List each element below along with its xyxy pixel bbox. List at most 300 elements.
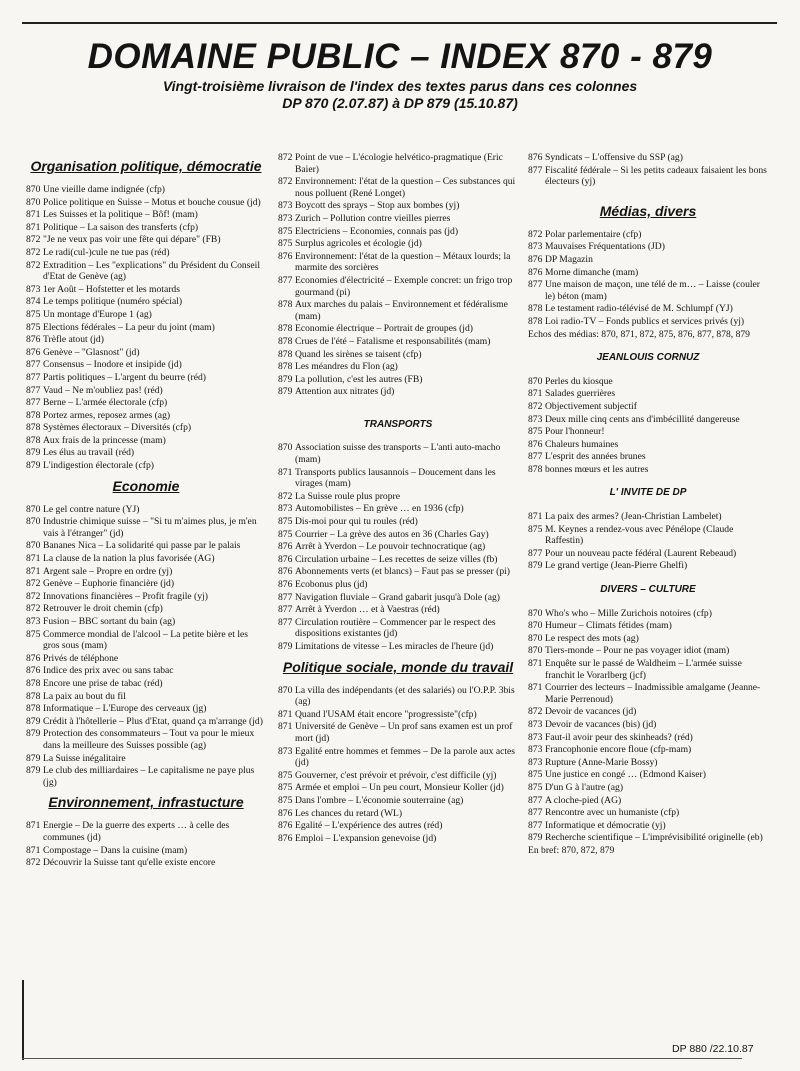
index-entry: [278, 516, 518, 528]
article-title: Energie – De la guerre des experts … à celle des communes (jd): [43, 820, 230, 843]
article-title: Quand les sirènes se taisent (cfp): [295, 348, 422, 360]
index-entry: [26, 247, 266, 259]
index-entry: [26, 296, 266, 308]
index-entry: [528, 548, 768, 560]
index-entry: [528, 633, 768, 645]
section-heading: JEANLOUIS CORNUZ: [596, 352, 700, 364]
issue-number: 878: [528, 315, 543, 327]
index-entry: [26, 397, 266, 409]
index-entry: [278, 746, 518, 769]
index-entry: [528, 267, 768, 279]
issue-number: 870: [26, 540, 41, 552]
issue-number: 872: [528, 228, 543, 240]
issue-number: 879: [278, 640, 293, 652]
issue-number: 871: [26, 221, 41, 233]
index-entry: [528, 439, 768, 451]
article-title: Trèfle atout (jd): [43, 334, 104, 346]
index-entry: [528, 608, 768, 620]
index-entry: [278, 349, 518, 361]
index-entry: [278, 782, 518, 794]
issue-number: 879: [26, 715, 41, 727]
index-entry: [278, 442, 518, 465]
index-entry: [528, 807, 768, 819]
index-entry: [278, 554, 518, 566]
issue-number: 877: [528, 547, 543, 559]
issue-number: 877: [528, 164, 543, 176]
index-entry: [278, 176, 518, 199]
article-title: M. Keynes a rendez-vous avec Pénélope (Claude Raffestin): [545, 523, 734, 547]
article-title: Université de Genève – Un prof sans examen est un prof mort (jd): [295, 721, 513, 744]
issue-number: 879: [26, 728, 41, 740]
issue-number: 878: [528, 463, 543, 475]
index-entry: [278, 579, 518, 591]
section-heading: L' INVITE DE DP: [609, 487, 687, 499]
index-entry: [278, 820, 518, 832]
issue-footer: DP 880 /22.10.87: [672, 1043, 754, 1055]
article-title: Limitations de vitesse – Les miracles de l'heure (jd): [295, 640, 494, 652]
index-entry: [26, 653, 266, 665]
index-entry: [26, 222, 266, 234]
page-title: DOMAINE PUBLIC – INDEX 870 - 879: [87, 37, 713, 76]
index-entry: [26, 234, 266, 246]
article-title: Attention aux nitrates (jd): [295, 386, 395, 398]
article-title: Economie électrique – Portrait de groupes (jd): [295, 323, 473, 335]
article-title: Crédit à l'hôtellerie – Plus d'Etat, quand ça m'arrange (jd): [43, 715, 263, 727]
article-title: Le radi(cul-)cule ne tue pas (réd): [43, 246, 170, 258]
index-entry: [528, 426, 768, 438]
index-entry: [26, 385, 266, 397]
article-title: Genève – "Glasnost" (jd): [43, 346, 140, 358]
issue-number: 876: [278, 579, 293, 590]
index-entry: [26, 260, 266, 283]
article-title: Crues de l'été – Fatalisme et responsabilités (mam): [295, 335, 491, 347]
index-entry: [278, 685, 518, 708]
index-entry: [278, 503, 518, 515]
article-title: Informatique et démocratie (yj): [545, 819, 666, 831]
index-entry: [26, 516, 266, 539]
issue-number: 875: [278, 528, 293, 540]
index-entry: [528, 795, 768, 807]
index-entry: [26, 553, 266, 565]
issue-number: 875: [278, 769, 293, 781]
article-title: A cloche-pied (AG): [545, 794, 622, 806]
article-title: Bananes Nica – La solidarité qui passe par le palais: [43, 540, 241, 552]
index-entry: [278, 833, 518, 845]
index-entry: [26, 422, 266, 434]
article-title: Une vieille dame indignée (cfp): [43, 184, 166, 195]
article-title: Zurich – Pollution contre vieilles pierres: [295, 212, 451, 224]
article-title: Aux frais de la princesse (mam): [43, 434, 166, 446]
index-entry: [26, 845, 266, 857]
article-title: Un montage d'Europe 1 (ag): [43, 308, 152, 320]
issue-number: 876: [278, 832, 293, 844]
article-title: Consensus – Inodore et insipide (jd): [43, 359, 182, 371]
article-title: Syndicats – L'offensive du SSP (ag): [545, 152, 683, 163]
article-title: Retrouver le droit chemin (cfp): [43, 603, 163, 615]
index-entry: [528, 254, 768, 266]
index-entry: [278, 617, 518, 640]
issue-number: 872: [26, 590, 41, 602]
issue-number: 872: [26, 603, 41, 615]
issue-number: 877: [278, 591, 293, 603]
article-title: Découvrir la Suisse tant qu'elle existe encore: [43, 857, 216, 869]
index-entry: [528, 658, 768, 681]
issue-number: 877: [26, 371, 41, 383]
article-title: Faut-il avoir peur des skinheads? (réd): [545, 731, 693, 743]
section-heading: Organisation politique, démocratie: [30, 158, 262, 174]
issue-number: 873: [528, 241, 543, 253]
issue-number: 873: [278, 745, 293, 757]
index-entry: [528, 757, 768, 769]
issue-number: 877: [26, 397, 41, 409]
issue-number: 873: [528, 744, 543, 756]
article-title: Une maison de maçon, une télé de m… – Laisse (couler le) béton (mam): [545, 279, 760, 302]
page-header: [0, 36, 800, 112]
article-title: Le temps politique (numéro spécial): [43, 296, 183, 308]
issue-number: 870: [528, 620, 543, 632]
issue-number: 875: [278, 794, 293, 806]
article-title: La Suisse roule plus propre: [295, 490, 400, 502]
issue-number: 876: [278, 250, 293, 262]
index-entry: [26, 616, 266, 628]
index-entry: [278, 541, 518, 553]
index-entry: [26, 566, 266, 578]
article-title: Perles du kiosque: [545, 375, 613, 387]
issue-number: 871: [278, 708, 293, 720]
issue-number: 877: [528, 794, 543, 806]
index-entry: [26, 716, 266, 728]
article-title: D'un G à l'autre (ag): [545, 781, 624, 793]
article-title: Encore une prise de tabac (réd): [43, 677, 163, 689]
issue-number: 871: [26, 209, 41, 221]
issue-number: 871: [528, 388, 543, 400]
index-entry: [26, 753, 266, 765]
index-entry: [26, 347, 266, 359]
article-title: Association suisse des transports – L'anti auto-macho (mam): [295, 442, 501, 466]
issue-number: 873: [528, 756, 543, 768]
article-title: Abonnements verts (et blancs) – Faut pas se presser (pi): [295, 566, 511, 578]
article-title: Egalité – L'expérience des autres (réd): [295, 820, 443, 832]
index-entry: [528, 414, 768, 426]
issue-number: 877: [528, 819, 543, 831]
issue-number: 871: [528, 658, 543, 669]
index-entry: [528, 165, 768, 188]
index-entry: [26, 603, 266, 615]
article-title: Arrêt à Yverdon – Le pouvoir technocratique (ag): [295, 541, 486, 553]
index-entry: [278, 275, 518, 298]
article-title: Boycott des sprays – Stop aux bombes (yj): [295, 200, 460, 212]
issue-number: 873: [528, 413, 543, 425]
article-title: Who's who – Mille Zurichois notoires (cfp): [545, 607, 712, 619]
index-entry: [278, 529, 518, 541]
issue-number: 876: [26, 652, 41, 664]
issue-number: 879: [278, 373, 293, 385]
issue-number: 875: [26, 628, 41, 640]
issue-number: 879: [26, 447, 41, 459]
article-title: Partis politiques – L'argent du beurre (réd): [43, 371, 206, 383]
article-title: Une justice en congé … (Edmond Kaiser): [545, 769, 706, 781]
article-title: La clause de la nation la plus favorisée (AG): [43, 553, 215, 565]
index-entry: [26, 334, 266, 346]
article-title: Loi radio-TV – Fonds publics et services privés (yj): [545, 315, 745, 327]
index-entry: [26, 447, 266, 459]
index-entry: [26, 629, 266, 652]
article-title: Rencontre avec un humaniste (cfp): [545, 807, 680, 819]
index-note: En bref: 870, 872, 879: [528, 844, 615, 856]
article-title: Pour l'honneur!: [545, 426, 605, 438]
index-entry: [26, 665, 266, 677]
index-entry: [26, 540, 266, 552]
index-entry: [26, 728, 266, 751]
index-entry: [528, 388, 768, 400]
index-entry: [528, 464, 768, 476]
column-3: [528, 152, 768, 858]
article-title: Les Suisses et la politique – Bôf! (mam): [43, 209, 198, 221]
issue-number: 875: [528, 781, 543, 793]
index-entry: [278, 386, 518, 398]
section-heading: Environnement, infrastucture: [48, 794, 244, 811]
issue-number: 872: [26, 857, 41, 869]
article-title: Armée et emploi – Un peu court, Monsieur Koller (jd): [295, 782, 504, 794]
article-title: Devoir de vacances (bis) (jd): [545, 718, 657, 730]
index-entry: [26, 184, 266, 196]
article-title: Navigation fluviale – Grand gabarit jusqu'à Dole (ag): [295, 591, 500, 603]
issue-number: 872: [278, 490, 293, 502]
article-title: Les élus au travail (réd): [43, 447, 135, 459]
index-entry: [278, 238, 518, 250]
issue-number: 879: [278, 386, 293, 398]
article-title: Environnement: l'état de la question – Ces substances qui nous polluent (René Longet): [295, 176, 516, 199]
article-title: Deux mille cinq cents ans d'imbécillité dangereuse: [545, 413, 740, 425]
issue-number: 878: [26, 422, 41, 434]
article-title: Morne dimanche (mam): [545, 266, 639, 278]
article-title: La pollution, c'est les autres (FB): [295, 373, 423, 385]
article-title: Courrier des lecteurs – Inadmissible amalgame (Jeanne-Marie Perrenoud): [545, 682, 761, 705]
article-title: Quand l'USAM était encore "progressiste"(cfp): [295, 708, 477, 720]
article-title: Environnement: l'état de la question – Métaux lourds; la marmite des sorcières: [295, 250, 511, 274]
issue-number: 871: [278, 721, 293, 733]
index-entry: [528, 645, 768, 657]
index-entry: [26, 820, 266, 843]
issue-number: 871: [26, 553, 41, 565]
index-entry: [278, 770, 518, 782]
issue-number: 872: [278, 152, 293, 163]
issue-number: 878: [278, 323, 293, 335]
index-entry: [278, 795, 518, 807]
index-entry: [278, 213, 518, 225]
index-entry: [278, 323, 518, 335]
index-entry: [26, 359, 266, 371]
article-title: DP Magazin: [545, 253, 593, 265]
index-entry: [528, 152, 768, 164]
index-entry: [26, 703, 266, 715]
issue-number: 870: [26, 516, 41, 528]
article-title: Le testament radio-télévisé de M. Schlumpf (YJ): [545, 303, 733, 315]
index-entry: [278, 226, 518, 238]
issue-number: 870: [26, 196, 41, 208]
index-entry: [278, 709, 518, 721]
index-entry: [26, 309, 266, 321]
issue-number: 879: [528, 560, 543, 572]
index-entry: [278, 200, 518, 212]
issue-number: 878: [26, 703, 41, 715]
article-title: Transports publics lausannois – Doucement dans les virages (mam): [295, 466, 496, 490]
issue-number: 871: [528, 682, 543, 694]
article-title: Politique – La saison des transferts (cfp): [43, 221, 199, 233]
index-entry: [26, 284, 266, 296]
article-title: Privés de téléphone: [43, 652, 119, 664]
article-title: Dans l'ombre – L'économie souterraine (ag): [295, 794, 464, 806]
issue-number: 878: [278, 348, 293, 360]
issue-number: 872: [26, 578, 41, 590]
article-title: Mauvaises Fréquentations (JD): [545, 241, 665, 253]
article-title: Dis-moi pour qui tu roules (réd): [295, 516, 418, 528]
index-entry: [528, 769, 768, 781]
article-title: L'indigestion électorale (cfp): [43, 460, 154, 472]
issue-number: 873: [278, 200, 293, 212]
issue-number: 873: [278, 212, 293, 224]
issue-number: 878: [528, 303, 543, 315]
index-entry: [528, 820, 768, 832]
index-entry: [278, 808, 518, 820]
issue-number: 872: [278, 176, 293, 188]
issue-number: 875: [528, 769, 543, 781]
article-title: Informatique – L'Europe des cerveaux (jg): [43, 703, 207, 715]
index-entry: [278, 604, 518, 616]
left-rule: [22, 980, 24, 1060]
index-entry: [528, 560, 768, 572]
issue-number: 875: [26, 321, 41, 333]
index-entry: [528, 401, 768, 413]
index-entry: [26, 372, 266, 384]
index-entry: [528, 451, 768, 463]
index-entry: [528, 682, 768, 705]
index-entry: [528, 620, 768, 632]
article-title: Surplus agricoles et écologie (jd): [295, 238, 422, 250]
index-entry: [278, 467, 518, 490]
issue-number: 872: [26, 259, 41, 271]
issue-number: 873: [26, 283, 41, 295]
article-title: Les chances du retard (WL): [295, 807, 403, 819]
index-entry: [278, 152, 518, 175]
index-entry: [278, 641, 518, 653]
issue-number: 877: [278, 604, 293, 616]
article-title: Elections fédérales – La peur du joint (mam): [43, 321, 215, 333]
article-title: Salades guerrières: [545, 388, 616, 400]
section-heading: Politique sociale, monde du travail: [282, 658, 514, 675]
issue-number: 879: [26, 460, 41, 472]
article-title: Genève – Euphorie financière (jd): [43, 578, 175, 590]
issue-number: 879: [26, 765, 41, 777]
index-entry: [26, 857, 266, 869]
issue-number: 871: [26, 565, 41, 577]
issue-number: 876: [26, 346, 41, 358]
index-entry: [528, 241, 768, 253]
article-title: Arrêt à Yverdon … et à Vaestras (réd): [295, 604, 440, 616]
issue-number: 878: [278, 299, 293, 311]
index-entry: [528, 782, 768, 794]
issue-number: 874: [26, 296, 41, 308]
issue-number: 873: [528, 731, 543, 743]
index-entry: [528, 511, 768, 523]
issue-number: 876: [278, 541, 293, 553]
issue-number: 870: [528, 632, 543, 644]
issue-number: 872: [528, 706, 543, 718]
issue-number: 878: [26, 434, 41, 446]
article-title: Humeur – Climats fétides (mam): [545, 620, 672, 632]
issue-number: 878: [278, 335, 293, 347]
index-entry: [26, 435, 266, 447]
issue-number: 879: [528, 832, 543, 844]
article-title: Recherche scientifique – L'imprévisibilité originelle (eb): [545, 832, 763, 844]
column-2: [278, 152, 518, 845]
article-title: Argent sale – Propre en ordre (yj): [43, 565, 173, 577]
article-title: La villa des indépendants (et des salariés) ou l'O.P.P. 3bis (ag): [295, 684, 515, 708]
article-title: La paix des armes? (Jean-Christian Lambelet): [545, 511, 722, 523]
article-title: Courrier – La grève des autos en 36 (Charles Gay): [295, 528, 489, 540]
article-title: La Suisse inégalitaire: [43, 752, 126, 764]
index-entry: [26, 504, 266, 516]
issue-number: 871: [528, 511, 543, 523]
issue-number: 877: [278, 616, 293, 628]
section-heading: Economie: [112, 477, 180, 494]
article-title: Chaleurs humaines: [545, 438, 619, 450]
article-title: Ecobonus plus (jd): [295, 579, 368, 590]
issue-number: 876: [278, 807, 293, 819]
issue-number: 876: [278, 566, 293, 578]
issue-number: 877: [278, 274, 293, 286]
index-entry: [26, 197, 266, 209]
index-entry: [278, 251, 518, 274]
issue-number: 879: [26, 752, 41, 764]
index-entry: [528, 316, 768, 328]
article-title: bonnes mœurs et les autres: [545, 463, 649, 475]
article-title: L'esprit des années brunes: [545, 451, 646, 463]
article-title: Rupture (Anne-Marie Bossy): [545, 756, 658, 768]
article-title: Compostage – Dans la cuisine (mam): [43, 844, 188, 856]
index-entry: [278, 721, 518, 744]
index-entry: [528, 303, 768, 315]
issue-number: 877: [528, 451, 543, 463]
index-entry: [528, 832, 768, 844]
article-title: Objectivement subjectif: [545, 400, 637, 412]
index-entry: [26, 591, 266, 603]
article-title: Indice des prix avec ou sans tabac: [43, 665, 174, 677]
issue-range: DP 870 (2.07.87) à DP 879 (15.10.87): [282, 95, 518, 111]
index-entry: [278, 336, 518, 348]
article-title: Circulation urbaine – Les recettes de seize villes (fb): [295, 553, 498, 565]
column-1: [26, 152, 266, 870]
article-title: Les méandres du Flon (ag): [295, 361, 398, 373]
article-title: Innovations financières – Profit fragile (yj): [43, 590, 208, 602]
index-entry: [26, 410, 266, 422]
article-title: La paix au bout du fil: [43, 690, 126, 702]
issue-number: 876: [278, 553, 293, 565]
issue-number: 877: [26, 384, 41, 396]
issue-number: 872: [528, 400, 543, 412]
issue-number: 878: [26, 409, 41, 421]
article-title: Point de vue – L'écologie helvético-pragmatique (Eric Baier): [295, 152, 503, 175]
article-title: Le gel contre nature (YJ): [43, 503, 140, 515]
article-title: Vaud – Ne m'oubliez pas! (réd): [43, 384, 163, 396]
article-title: Economies d'électricité – Exemple concret: un frigo trop gourmand (pi): [295, 274, 513, 298]
issue-number: 878: [278, 361, 293, 373]
issue-number: 875: [278, 516, 293, 528]
article-title: Enquête sur le passé de Waldheim – L'armée suisse franchit le Vorarlberg (jcf): [545, 658, 742, 681]
issue-number: 870: [26, 184, 41, 195]
article-title: Fusion – BBC sortant du bain (ag): [43, 616, 176, 627]
issue-number: 878: [26, 677, 41, 689]
